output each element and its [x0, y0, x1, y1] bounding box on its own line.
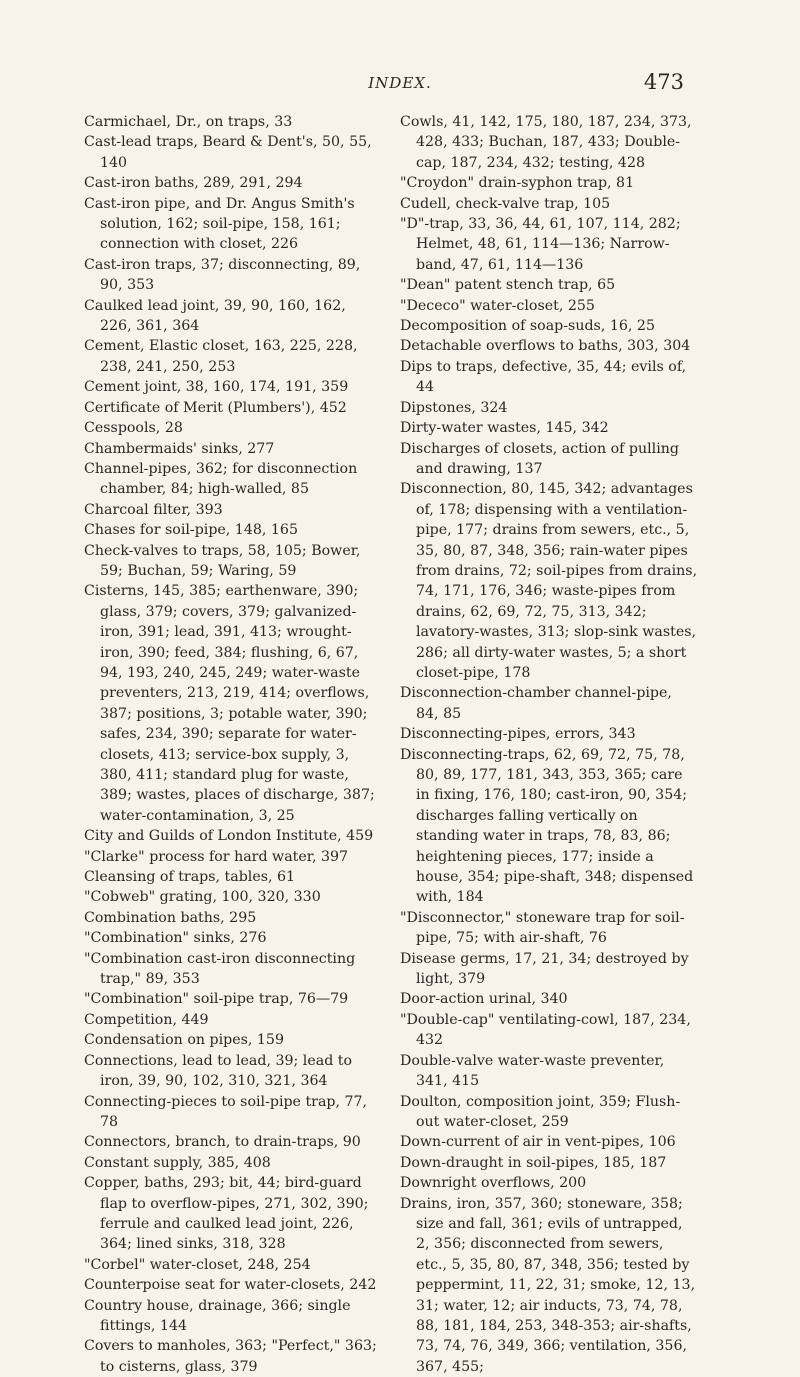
index-entry: Cement joint, 38, 160, 174, 191, 359 — [84, 379, 349, 396]
index-entry: "Dececo" water-closet, 255 — [400, 297, 595, 314]
index-entry: Connections, lead to lead, 39; lead to iron, 39, 90, 102, 310, 321, 364 — [84, 1052, 353, 1090]
index-entry: "Disconnector," stoneware trap for soil-pipe, 75; with air-shaft, 76 — [400, 909, 685, 947]
index-entry: "Corbel" water-closet, 248, 254 — [84, 1256, 311, 1273]
index-entry: "Croydon" drain-syphon trap, 81 — [400, 175, 635, 192]
index-entry: Decomposition of soap-suds, 16, 25 — [400, 318, 655, 335]
running-title: INDEX. — [368, 74, 432, 92]
index-entry: Cast-iron baths, 289, 291, 294 — [84, 175, 303, 192]
index-entry: Condensation on pipes, 159 — [84, 1032, 284, 1049]
index-entry: Caulked lead joint, 39, 90, 160, 162, 226, 361, 364 — [84, 297, 346, 335]
index-entry: "Dean" patent stench trap, 65 — [400, 277, 616, 294]
index-entry: Competition, 449 — [84, 1011, 209, 1028]
index-entry: "D"-trap, 33, 36, 44, 61, 107, 114, 282; Helmet, 48, 61, 114—136; Narrow-band, 47, 61, 114—136 — [400, 216, 681, 273]
index-entry: Chambermaids' sinks, 277 — [84, 440, 275, 457]
index-entry: Disconnection-chamber channel-pipe, 84, 85 — [400, 685, 672, 722]
index-entry: Counterpoise seat for water-closets, 242 — [84, 1277, 377, 1294]
index-entry: Constant supply, 385, 408 — [84, 1154, 271, 1171]
index-entry: Certificate of Merit (Plumbers'), 452 — [84, 399, 347, 416]
index-entry: Channel-pipes, 362; for disconnection chamber, 84; high-walled, 85 — [84, 460, 358, 498]
index-column-right — [400, 112, 698, 1377]
index-entry: Cleansing of traps, tables, 61 — [84, 869, 296, 886]
index-entry: Covers to manholes, 363; "Perfect," 363; to cisterns, glass, 379 — [84, 1338, 377, 1375]
index-entry: Connectors, branch, to drain-traps, 90 — [84, 1134, 361, 1151]
index-column-left — [84, 112, 380, 1377]
index-entry: Cast-iron traps, 37; disconnecting, 89, 90, 353 — [84, 256, 361, 294]
index-entry: Dipstones, 324 — [400, 399, 508, 416]
index-entry: Combination baths, 295 — [84, 909, 257, 926]
index-entry: Detachable overflows to baths, 303, 304 — [400, 338, 691, 355]
index-entry: Down-draught in soil-pipes, 185, 187 — [400, 1154, 667, 1171]
index-entry: Dirty-water wastes, 145, 342 — [400, 420, 609, 437]
index-entry: Cudell, check-valve trap, 105 — [400, 195, 611, 212]
index-entry: Cast-lead traps, Beard & Dent's, 50, 55, 140 — [84, 134, 372, 171]
index-entry: "Combination cast-iron disconnecting trap," 89, 353 — [84, 950, 356, 988]
index-entry: Disconnecting-traps, 62, 69, 72, 75, 78, 80, 89, 177, 181, 343, 353, 365; care in fixing, 176, 180; cast-iron, 90, 354; discharges falling vertically on standing water in traps, 78, 83, 86; heightening pieces, 177; inside a house, 354; pipe-shaft, 348; dispensed with, 184 — [400, 746, 694, 906]
index-entry: "Double-cap" ventilating-cowl, 187, 234, 432 — [400, 1011, 691, 1049]
index-entry: City and Guilds of London Institute, 459 — [84, 828, 374, 845]
index-entry: Disconnecting-pipes, errors, 343 — [400, 726, 636, 743]
index-entry: Door-action urinal, 340 — [400, 991, 568, 1008]
index-entry: Doulton, composition joint, 359; Flush-out water-closet, 259 — [400, 1093, 681, 1130]
index-entry: Cement, Elastic closet, 163, 225, 228, 238, 241, 250, 253 — [84, 338, 358, 375]
index-entry: Charcoal filter, 393 — [84, 501, 223, 518]
index-entry: Disconnection, 80, 145, 342; advantages of, 178; dispensing with a ventilation-pipe, 177; drains from sewers, etc., 5, 35, 80, 87, 348, 356; rain-water pipes from drains, 72; soil-pipes from drains, 74, 171, 176, 346; waste-pipes from drains, 62, 69, 72, 75, 313, 342; lavatory-wastes, 313; slop-sink wastes, 286; all dirty-water wastes, 5; a short closet-pipe, 178 — [400, 481, 698, 681]
index-entry: "Clarke" process for hard water, 397 — [84, 848, 349, 865]
index-entry: "Cobweb" grating, 100, 320, 330 — [84, 889, 321, 906]
page-number: 473 — [643, 70, 684, 94]
index-entry: Country house, drainage, 366; single fittings, 144 — [84, 1297, 351, 1334]
page-header — [0, 68, 800, 98]
index-entry: Double-valve water-waste preventer, 341, 415 — [400, 1052, 665, 1090]
index-entry: Cesspools, 28 — [84, 420, 183, 437]
index-entry: Dips to traps, defective, 35, 44; evils of, 44 — [400, 358, 687, 396]
index-entry: Check-valves to traps, 58, 105; Bower, 59; Buchan, 59; Waring, 59 — [84, 542, 361, 579]
index-entry: Copper, baths, 293; bit, 44; bird-guard flap to overflow-pipes, 271, 302, 390; ferrule and caulked lead joint, 226, 364; lined sinks, 318, 328 — [84, 1175, 369, 1253]
index-entry: Disease germs, 17, 21, 34; destroyed by light, 379 — [400, 950, 689, 988]
index-entry: "Combination" soil-pipe trap, 76—79 — [84, 991, 349, 1008]
index-entry: Cast-iron pipe, and Dr. Angus Smith's solution, 162; soil-pipe, 158, 161; connection with closet, 226 — [84, 195, 355, 253]
index-entry: Chases for soil-pipe, 148, 165 — [84, 522, 298, 539]
index-entry: "Combination" sinks, 276 — [84, 930, 267, 947]
index-entry: Down-current of air in vent-pipes, 106 — [400, 1134, 676, 1151]
index-entry: Cowls, 41, 142, 175, 180, 187, 234, 373, 428, 433; Buchan, 187, 433; Double-cap, 187, 234, 432; testing, 428 — [400, 114, 692, 171]
index-entry: Drains, iron, 357, 360; stoneware, 358; size and fall, 361; evils of untrapped, 2, 356; disconnected from sewers, etc., 5, 35, 80, 87, 348, 356; tested by peppermint, 11, 22, 31; smoke, 12, 13, 31; water, 12; air inducts, 73, 74, 78, 88, 181, 184, 253, 348-353; air-shafts, 73, 74, 76, 349, 366; ventilation, 356, 367, 455; — [400, 1195, 696, 1375]
index-entry: Cisterns, 145, 385; earthenware, 390; glass, 379; covers, 379; galvanized-iron, 391; lead, 391, 413; wrought-iron, 390; feed, 384; flushing, 6, 67, 94, 193, 240, 245, 249; water-waste preventers, 213, 219, 414; overflows, 387; positions, 3; potable water, 390; safes, 234, 390; separate for water-closets, 413; service-box supply, 3, 380, 411; standard plug for waste, 389; wastes, places of discharge, 387; water-contamination, 3, 25 — [84, 583, 375, 824]
index-entry: Carmichael, Dr., on traps, 33 — [84, 114, 293, 130]
index-entry: Downright overflows, 200 — [400, 1175, 587, 1192]
index-entry: Discharges of closets, action of pulling and drawing, 137 — [400, 440, 679, 477]
index-entry: Connecting-pieces to soil-pipe trap, 77, 78 — [84, 1093, 368, 1130]
